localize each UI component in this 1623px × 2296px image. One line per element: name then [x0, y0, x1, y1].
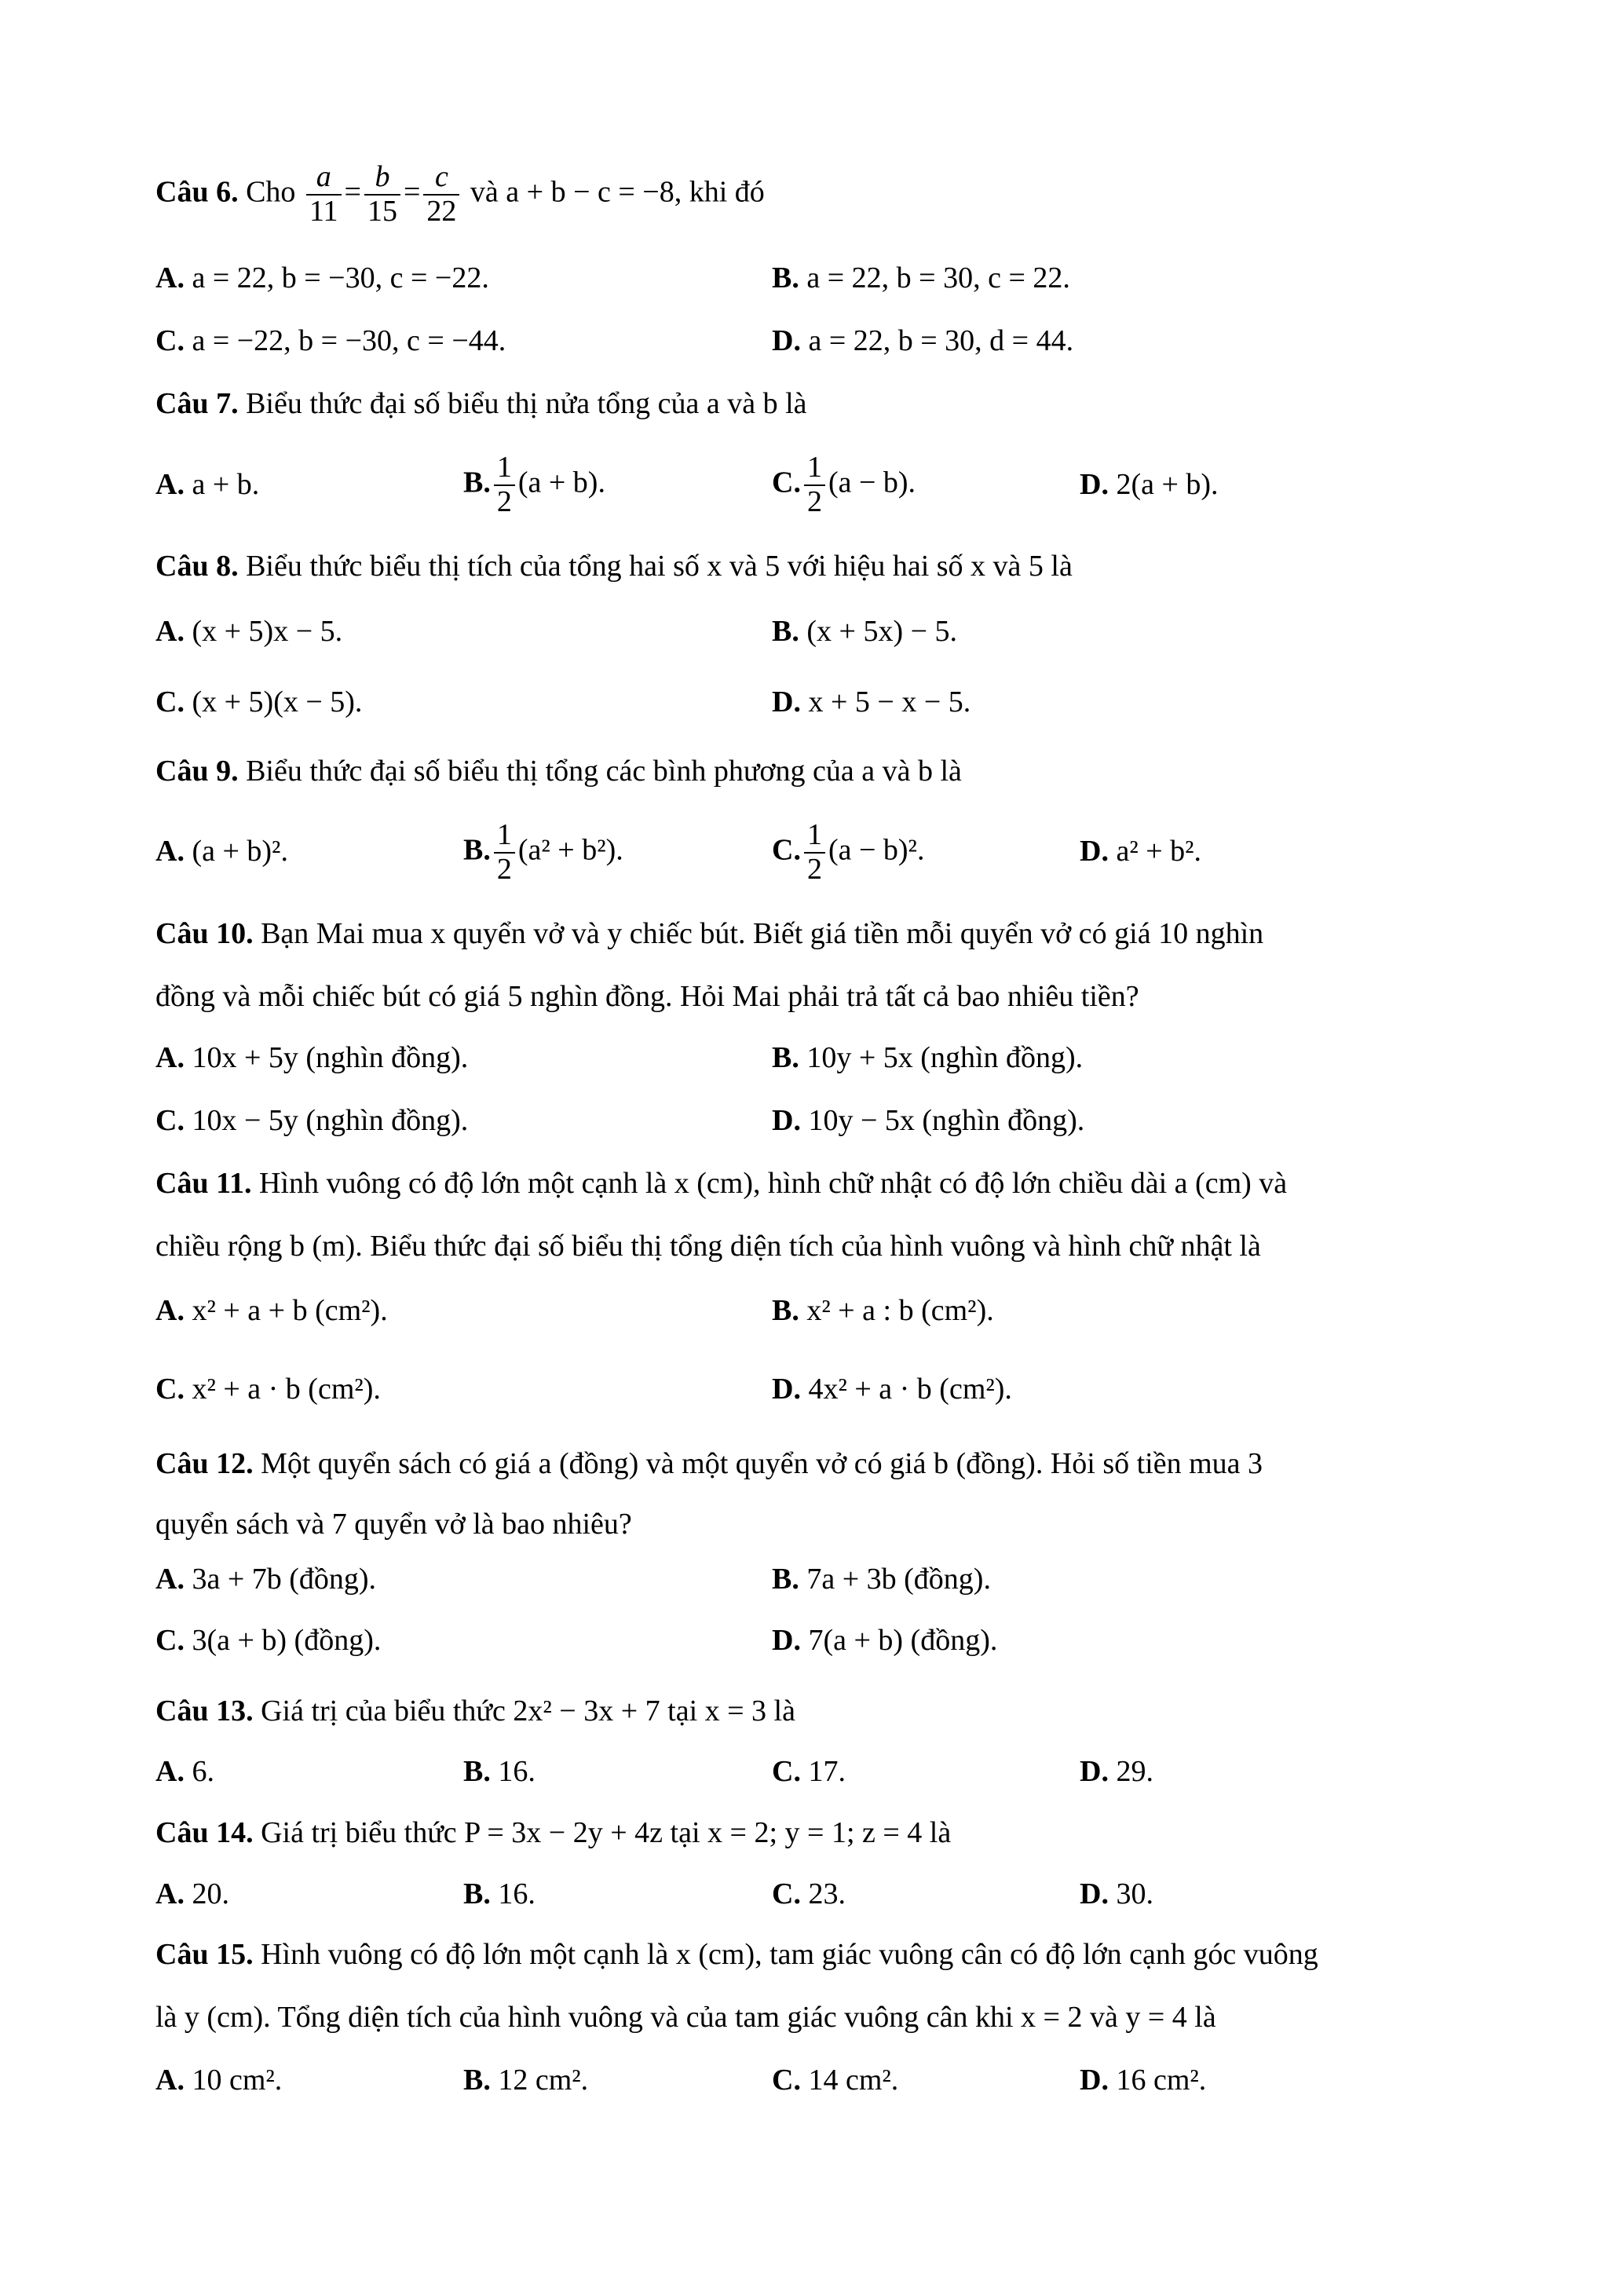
option-a[interactable]: A. (x + 5)x − 5.	[155, 615, 343, 648]
option-d[interactable]: D. a² + b².	[1080, 835, 1202, 868]
option-b[interactable]: B. 16.	[463, 1755, 536, 1788]
option-b[interactable]: B. $\frac{1}{2}$ (a² + b²).	[463, 818, 623, 886]
question-text: Hình vuông có độ lớn một cạnh là x (cm), hình chữ nhật có độ lớn chiều dài a (cm) và	[258, 1167, 1288, 1200]
question-text: Giá trị của biểu thức 2x² − 3x + 7 tại x = 3 là	[261, 1695, 795, 1727]
option-d[interactable]: D. 30.	[1080, 1877, 1153, 1910]
question-11-stem	[155, 1168, 1287, 1198]
question-text: Biểu thức đại số biểu thị nửa tổng của a và b là	[246, 387, 807, 420]
question-label: Câu 7.	[155, 387, 239, 420]
option-a[interactable]: A. a = 22, b = −30, c = −22.	[155, 261, 489, 294]
fraction-c-22: $\frac{c}{22}$	[423, 161, 459, 229]
option-d[interactable]: D. 7(a + b) (đồng).	[772, 1624, 998, 1657]
fraction-one-half: $\frac{1}{2}$	[804, 819, 825, 887]
option-b[interactable]: B. 12 cm².	[463, 2064, 589, 2097]
question-12-stem-line2: quyển sách và 7 quyển vở là bao nhiêu?	[155, 1508, 632, 1541]
option-d[interactable]: D. a = 22, b = 30, d = 44.	[772, 324, 1074, 357]
question-10-stem-line2: đồng và mỗi chiếc bút có giá 5 nghìn đồng. Hỏi Mai phải trả tất cả bao nhiêu tiền?	[155, 980, 1139, 1013]
option-a[interactable]: A. a + b.	[155, 468, 260, 501]
question-15-stem-line2: là y (cm). Tổng diện tích của hình vuông và của tam giác vuông cân khi x = 2 và y = 4 là	[155, 2001, 1216, 2034]
question-text: Biểu thức biểu thị tích của tổng hai số x và 5 với hiệu hai số x và 5 là	[246, 550, 1073, 583]
option-d[interactable]: D. 10y − 5x (nghìn đồng).	[772, 1104, 1085, 1137]
option-c[interactable]: C. x² + a · b (cm²).	[155, 1373, 381, 1406]
question-7-stem	[155, 389, 807, 419]
option-a[interactable]: A. 3a + 7b (đồng).	[155, 1563, 377, 1596]
fraction-one-half: $\frac{1}{2}$	[494, 819, 515, 887]
option-b[interactable]: B. a = 22, b = 30, c = 22.	[772, 261, 1070, 294]
question-label: Câu 6.	[155, 175, 239, 209]
fraction-one-half: $\frac{1}{2}$	[494, 452, 515, 519]
option-b[interactable]: B. 16.	[463, 1877, 536, 1910]
option-d[interactable]: D. x + 5 − x − 5.	[772, 686, 971, 718]
option-b[interactable]: B. (x + 5x) − 5.	[772, 615, 958, 648]
option-a[interactable]: A. (a + b)².	[155, 835, 288, 868]
question-text: Hình vuông có độ lớn một cạnh là x (cm), tam giác vuông cân có độ lớn cạnh góc vuông	[261, 1938, 1318, 1971]
question-6-stem: Câu 6. Cho $\frac{a}{11}$ = $\frac{b}{15}$ = $\frac{c}{22}$ và a + b − c = −8, khi đó	[155, 160, 765, 228]
question-label: Câu 13.	[155, 1695, 254, 1727]
question-text: Giá trị biểu thức P = 3x − 2y + 4z tại x = 2; y = 1; z = 4 là	[261, 1816, 952, 1849]
option-d[interactable]: D. 4x² + a · b (cm²).	[772, 1373, 1012, 1406]
option-a[interactable]: A. 6.	[155, 1755, 214, 1788]
option-c[interactable]: C. a = −22, b = −30, c = −44.	[155, 324, 506, 357]
option-c[interactable]: C. (x + 5)(x − 5).	[155, 686, 363, 718]
option-b[interactable]: B. x² + a : b (cm²).	[772, 1294, 994, 1327]
question-label: Câu 12.	[155, 1447, 254, 1480]
option-a[interactable]: A. x² + a + b (cm²).	[155, 1294, 388, 1327]
question-10-stem	[155, 919, 1263, 949]
question-13-stem	[155, 1696, 795, 1726]
question-8-stem	[155, 551, 1073, 581]
option-c[interactable]: C. 3(a + b) (đồng).	[155, 1624, 382, 1657]
option-a[interactable]: A. 20.	[155, 1877, 229, 1910]
question-11-stem-line2: chiều rộng b (m). Biểu thức đại số biểu thị tổng diện tích của hình vuông và hình chữ nhật là	[155, 1230, 1261, 1263]
question-label: Câu 11.	[155, 1167, 252, 1200]
option-c[interactable]: C. 17.	[772, 1755, 846, 1788]
question-12-stem	[155, 1449, 1263, 1479]
option-b[interactable]: B. 10y + 5x (nghìn đồng).	[772, 1041, 1084, 1074]
question-label: Câu 14.	[155, 1816, 254, 1849]
question-15-stem	[155, 1940, 1318, 1969]
question-condition: và a + b − c = −8	[470, 175, 674, 209]
option-b[interactable]: B. $\frac{1}{2}$ (a + b).	[463, 451, 605, 518]
question-label: Câu 15.	[155, 1938, 254, 1971]
fraction-a-11: $\frac{a}{11}$	[306, 161, 342, 229]
option-d[interactable]: D. 2(a + b).	[1080, 468, 1219, 501]
option-c[interactable]: C. $\frac{1}{2}$ (a − b)².	[772, 818, 925, 886]
option-c[interactable]: C. $\frac{1}{2}$ (a − b).	[772, 451, 916, 518]
question-9-stem	[155, 756, 962, 786]
option-a[interactable]: A. 10 cm².	[155, 2064, 283, 2097]
question-text: Một quyển sách có giá a (đồng) và một quyển vở có giá b (đồng). Hỏi số tiền mua 3	[261, 1447, 1263, 1480]
fraction-b-15: $\frac{b}{15}$	[364, 161, 400, 229]
question-label: Câu 8.	[155, 550, 239, 583]
question-text: Cho	[246, 175, 296, 209]
option-c[interactable]: C. 14 cm².	[772, 2064, 899, 2097]
option-d[interactable]: D. 16 cm².	[1080, 2064, 1207, 2097]
question-label: Câu 9.	[155, 755, 239, 788]
fraction-one-half: $\frac{1}{2}$	[804, 452, 825, 519]
option-c[interactable]: C. 23.	[772, 1877, 846, 1910]
question-14-stem	[155, 1818, 951, 1848]
question-text: Biểu thức đại số biểu thị tổng các bình phương của a và b là	[246, 755, 962, 788]
option-c[interactable]: C. 10x − 5y (nghìn đồng).	[155, 1104, 469, 1137]
option-b[interactable]: B. 7a + 3b (đồng).	[772, 1563, 991, 1596]
option-d[interactable]: D. 29.	[1080, 1755, 1153, 1788]
question-text: Bạn Mai mua x quyển vở và y chiếc bút. Biết giá tiền mỗi quyển vở có giá 10 nghìn	[261, 917, 1264, 950]
question-label: Câu 10.	[155, 917, 254, 950]
option-a[interactable]: A. 10x + 5y (nghìn đồng).	[155, 1041, 469, 1074]
